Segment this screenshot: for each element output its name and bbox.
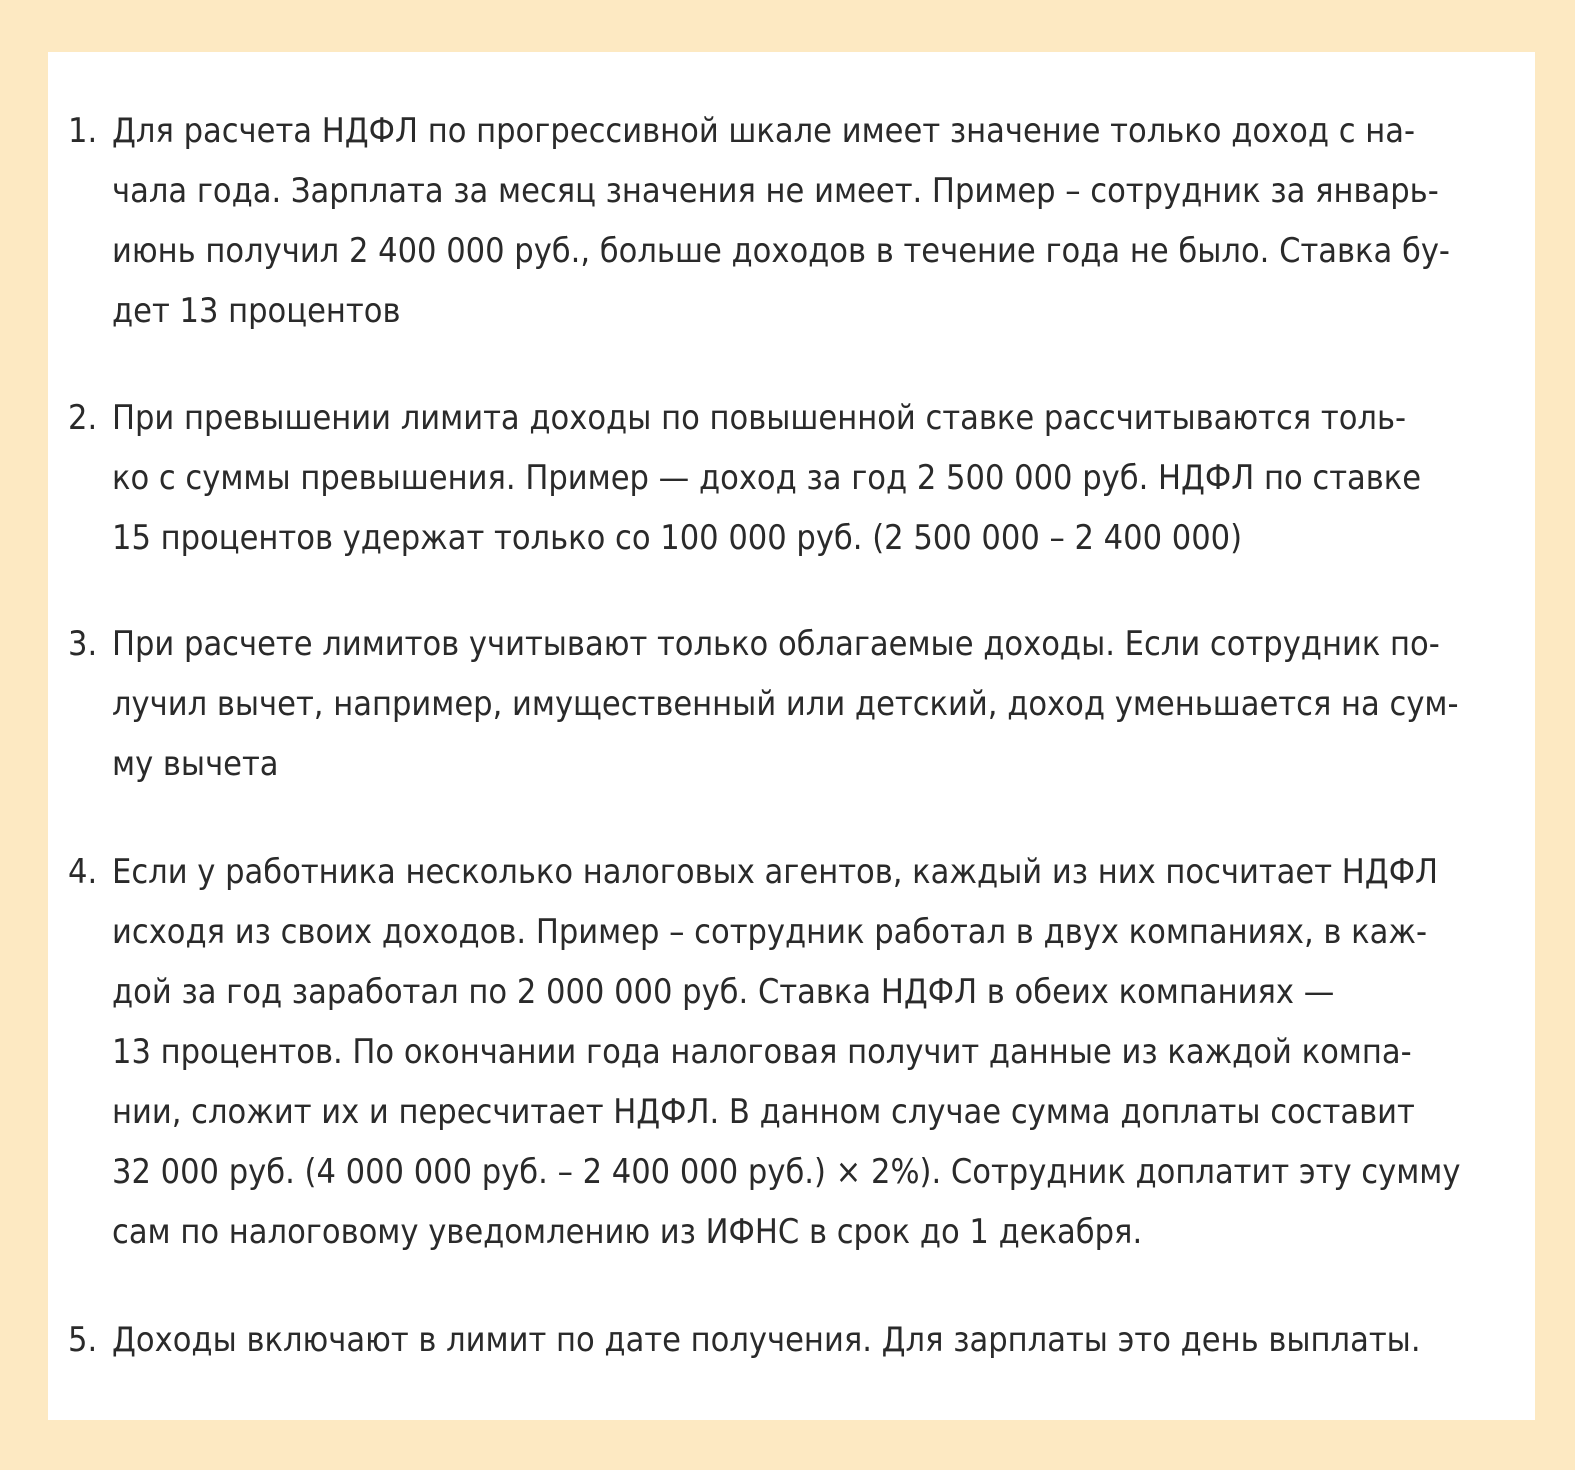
list-item bbox=[68, 101, 1488, 341]
list-item-text: Для расчета НДФЛ по прогрессивной шкале имеет значение только доход с на- чала года. Зарплата за месяц значения не имеет. Пример – сотрудник за январь- июнь получил 2 400 000 руб., больше доходов в течение года не было. Ставка бу- дет 13 процентов bbox=[112, 111, 1450, 331]
list-item-number: 5. bbox=[68, 1320, 98, 1360]
content-card bbox=[48, 52, 1535, 1420]
list-item-number: 4. bbox=[68, 852, 98, 892]
list-item bbox=[68, 614, 1488, 794]
list-item bbox=[68, 842, 1488, 1262]
list-item-number: 1. bbox=[68, 111, 98, 151]
list-item-text: При превышении лимита доходы по повышенной ставке рассчитываются толь- ко с суммы превышения. Пример — доход за год 2 500 000 руб. НДФЛ по ставке 15 процентов удержат только со 100 000 руб. (2 500 000 – 2 400 000) bbox=[112, 398, 1422, 558]
list-item-text: Если у работника несколько налоговых агентов, каждый из них посчитает НДФЛ исходя из своих доходов. Пример – сотрудник работал в двух компаниях, в каж- дой за год заработал по 2 000 000 руб. Ставка НДФЛ в обеих компаниях — 13 процентов. По окончании года налоговая получит данные из каждой компа- нии, сложит их и пересчитает НДФЛ. В данном случае сумма доплаты составит 32 000 руб. (4 000 000 руб. – 2 400 000 руб.) × 2%). Сотрудник доплатит эту сумму сам по налоговому уведомлению из ИФНС в срок до 1 декабря. bbox=[112, 852, 1461, 1252]
list-item-number: 2. bbox=[68, 398, 98, 438]
list-item bbox=[68, 388, 1488, 568]
list-item-number: 3. bbox=[68, 624, 98, 664]
list-item-text: Доходы включают в лимит по дате получения. Для зарплаты это день выплаты. bbox=[112, 1320, 1421, 1360]
list-item-text: При расчете лимитов учитывают только облагаемые доходы. Если сотрудник по- лучил вычет, например, имущественный или детский, доход уменьшается на сум- му вычета bbox=[112, 624, 1459, 784]
list-item bbox=[68, 1310, 1488, 1370]
